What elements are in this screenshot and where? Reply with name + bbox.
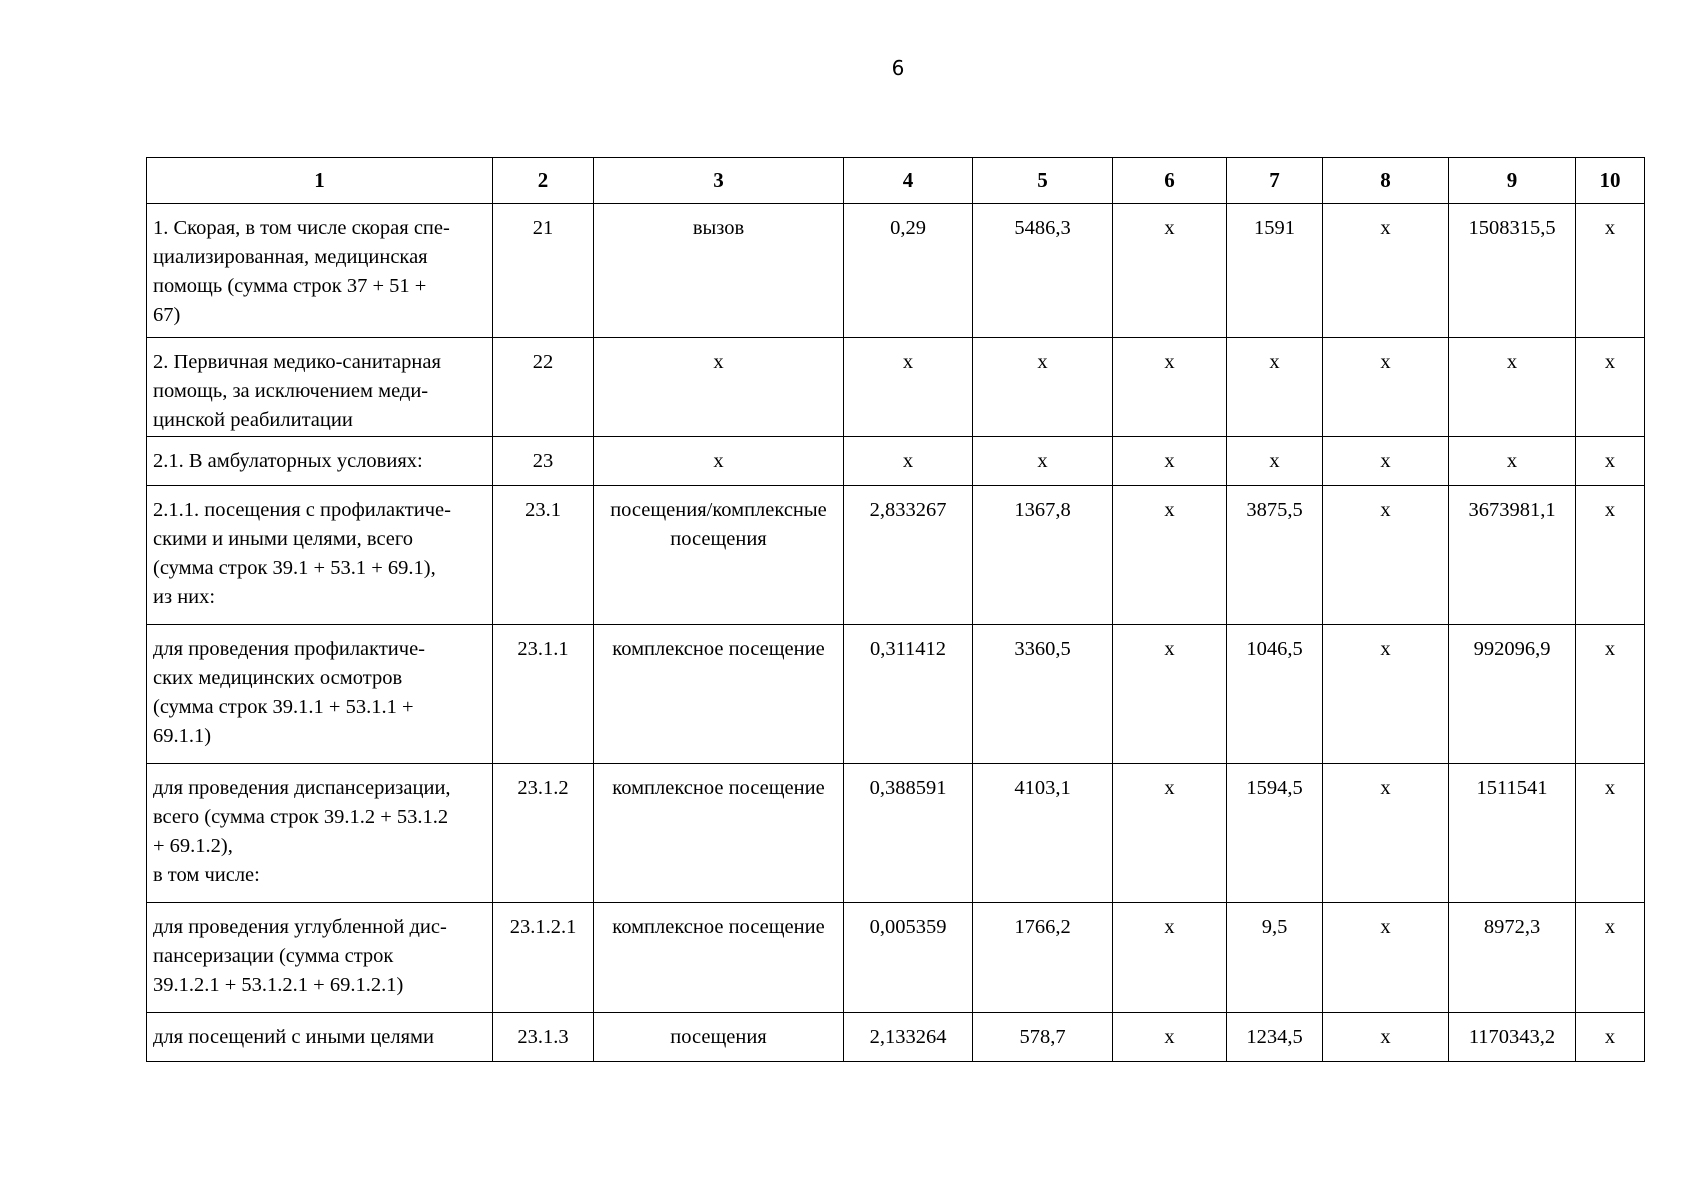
col-header-6: 6 (1113, 158, 1227, 204)
value-cell-5: 578,7 (973, 1013, 1113, 1062)
unit-cell: комплексное посещение (594, 903, 844, 1013)
value-cell-8: х (1323, 204, 1449, 338)
col-header-8: 8 (1323, 158, 1449, 204)
row-name-line: 69.1.1) (153, 725, 212, 747)
value-cell-6: х (1113, 764, 1227, 903)
row-code-cell: 23.1.2.1 (493, 903, 594, 1013)
value-cell-8: х (1323, 764, 1449, 903)
value-cell-5: 5486,3 (973, 204, 1113, 338)
table-row (147, 486, 1645, 625)
value-cell-5: 4103,1 (973, 764, 1113, 903)
row-code-cell: 22 (493, 338, 594, 437)
unit-cell: х (594, 437, 844, 486)
row-code-cell: 23.1 (493, 486, 594, 625)
col-header-4: 4 (844, 158, 973, 204)
row-name-cell (147, 437, 493, 486)
row-code-cell: 23.1.2 (493, 764, 594, 903)
value-cell-4: х (844, 437, 973, 486)
value-cell-10: х (1576, 437, 1645, 486)
row-name-line: для проведения диспансеризации, (153, 777, 451, 799)
row-name-cell (147, 338, 493, 437)
row-code-cell: 23.1.3 (493, 1013, 594, 1062)
row-name-cell (147, 764, 493, 903)
row-name-line: пансеризации (сумма строк (153, 945, 394, 967)
value-cell-10: х (1576, 204, 1645, 338)
table-row (147, 204, 1645, 338)
value-cell-9: х (1449, 437, 1576, 486)
row-name-line: цинской реабилитации (153, 409, 353, 431)
value-cell-4: 0,29 (844, 204, 973, 338)
col-header-2: 2 (493, 158, 594, 204)
row-name-line: ских медицинских осмотров (153, 667, 403, 689)
value-cell-4: 0,005359 (844, 903, 973, 1013)
value-cell-6: х (1113, 1013, 1227, 1062)
row-code-cell: 23.1.1 (493, 625, 594, 764)
unit-cell: комплексное посещение (594, 625, 844, 764)
row-name-line: 39.1.2.1 + 53.1.2.1 + 69.1.2.1) (153, 974, 404, 996)
value-cell-5: 3360,5 (973, 625, 1113, 764)
value-cell-9: 1511541 (1449, 764, 1576, 903)
row-code-cell: 23 (493, 437, 594, 486)
report-table (146, 157, 1645, 1062)
value-cell-9: 1508315,5 (1449, 204, 1576, 338)
row-code-cell: 21 (493, 204, 594, 338)
value-cell-10: х (1576, 1013, 1645, 1062)
row-name-line: скими и иными целями, всего (153, 528, 414, 550)
value-cell-8: х (1323, 625, 1449, 764)
row-name-line: из них: (153, 586, 216, 608)
row-name-line: 2.1.1. посещения с профилактиче- (153, 499, 451, 521)
col-header-7: 7 (1227, 158, 1323, 204)
row-name-line: для посещений с иными целями (153, 1026, 434, 1048)
value-cell-4: 0,388591 (844, 764, 973, 903)
value-cell-6: х (1113, 338, 1227, 437)
value-cell-4: х (844, 338, 973, 437)
value-cell-8: х (1323, 338, 1449, 437)
row-name-cell (147, 903, 493, 1013)
value-cell-10: х (1576, 338, 1645, 437)
value-cell-7: х (1227, 437, 1323, 486)
value-cell-4: 2,833267 (844, 486, 973, 625)
unit-cell: комплексное посещение (594, 764, 844, 903)
value-cell-5: 1367,8 (973, 486, 1113, 625)
unit-cell: х (594, 338, 844, 437)
table-row (147, 437, 1645, 486)
value-cell-9: 3673981,1 (1449, 486, 1576, 625)
value-cell-7: 1591 (1227, 204, 1323, 338)
unit-cell: посещения/комплексные посещения (594, 486, 844, 625)
value-cell-4: 0,311412 (844, 625, 973, 764)
row-name-cell (147, 204, 493, 338)
col-header-1: 1 (147, 158, 493, 204)
row-name-line: циализированная, медицинская (153, 246, 428, 268)
value-cell-7: 9,5 (1227, 903, 1323, 1013)
value-cell-8: х (1323, 437, 1449, 486)
row-name-line: 2. Первичная медико-санитарная (153, 351, 441, 373)
row-name-line: в том числе: (153, 864, 260, 886)
value-cell-6: х (1113, 486, 1227, 625)
value-cell-5: х (973, 437, 1113, 486)
value-cell-5: х (973, 338, 1113, 437)
row-name-line: (сумма строк 39.1.1 + 53.1.1 + (153, 696, 414, 718)
value-cell-4: 2,133264 (844, 1013, 973, 1062)
value-cell-7: 1234,5 (1227, 1013, 1323, 1062)
row-name-cell (147, 1013, 493, 1062)
value-cell-10: х (1576, 625, 1645, 764)
value-cell-7: 1046,5 (1227, 625, 1323, 764)
col-header-5: 5 (973, 158, 1113, 204)
value-cell-9: 8972,3 (1449, 903, 1576, 1013)
col-header-3: 3 (594, 158, 844, 204)
row-name-line: + 69.1.2), (153, 835, 233, 857)
row-name-line: (сумма строк 39.1 + 53.1 + 69.1), (153, 557, 436, 579)
value-cell-6: х (1113, 437, 1227, 486)
row-name-line: для проведения углубленной дис- (153, 916, 447, 938)
value-cell-10: х (1576, 903, 1645, 1013)
row-name-cell (147, 486, 493, 625)
value-cell-7: х (1227, 338, 1323, 437)
value-cell-10: х (1576, 764, 1645, 903)
unit-cell: посещения (594, 1013, 844, 1062)
value-cell-7: 3875,5 (1227, 486, 1323, 625)
row-name-line: 67) (153, 304, 181, 326)
row-name-line: для проведения профилактиче- (153, 638, 426, 660)
col-header-9: 9 (1449, 158, 1576, 204)
value-cell-6: х (1113, 204, 1227, 338)
value-cell-7: 1594,5 (1227, 764, 1323, 903)
value-cell-9: х (1449, 338, 1576, 437)
value-cell-8: х (1323, 903, 1449, 1013)
page-number: 6 (891, 56, 905, 80)
row-name-line: всего (сумма строк 39.1.2 + 53.1.2 (153, 806, 449, 828)
row-name-line: помощь (сумма строк 37 + 51 + (153, 275, 427, 297)
value-cell-6: х (1113, 625, 1227, 764)
value-cell-8: х (1323, 486, 1449, 625)
row-name-line: 1. Скорая, в том числе скорая спе- (153, 217, 450, 239)
table-row (147, 903, 1645, 1013)
table-row (147, 764, 1645, 903)
value-cell-9: 1170343,2 (1449, 1013, 1576, 1062)
value-cell-6: х (1113, 903, 1227, 1013)
value-cell-8: х (1323, 1013, 1449, 1062)
row-name-cell (147, 625, 493, 764)
value-cell-5: 1766,2 (973, 903, 1113, 1013)
row-name-line: 2.1. В амбулаторных условиях: (153, 450, 423, 472)
header-row (147, 158, 1645, 204)
table-row (147, 338, 1645, 437)
value-cell-9: 992096,9 (1449, 625, 1576, 764)
table-row (147, 625, 1645, 764)
unit-cell: вызов (594, 204, 844, 338)
row-name-line: помощь, за исключением меди- (153, 380, 429, 402)
col-header-10: 10 (1576, 158, 1645, 204)
table-row (147, 1013, 1645, 1062)
value-cell-10: х (1576, 486, 1645, 625)
